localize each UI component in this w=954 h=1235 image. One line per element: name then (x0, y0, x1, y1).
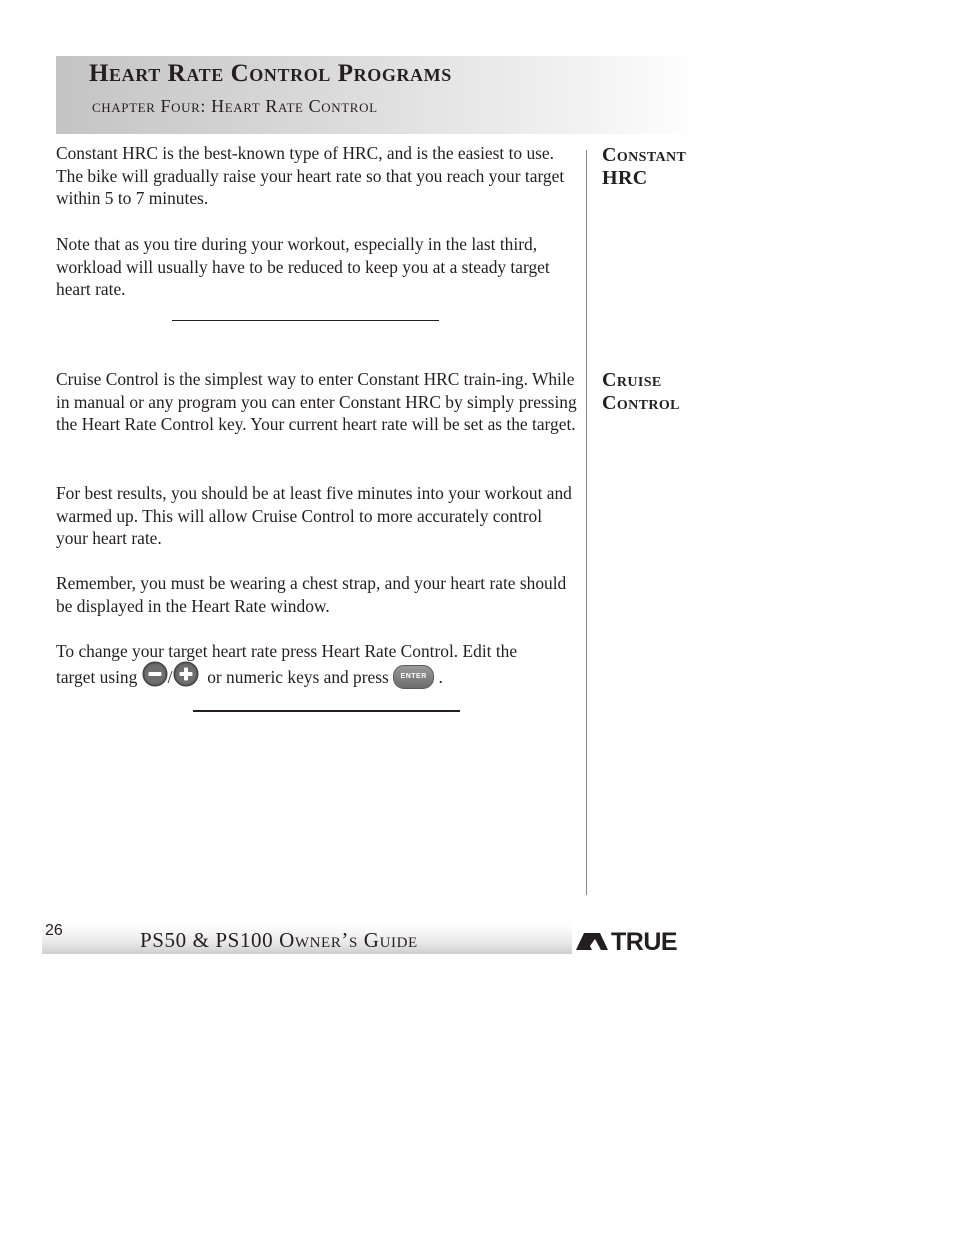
minus-button-icon (142, 661, 168, 693)
page-number: 26 (45, 922, 63, 939)
cruise-control-paragraph-2: For best results, you should be at least five minutes into your workout and warmed up. This will allow Cruise Control to more accurately control your heart rate. (56, 483, 572, 549)
true-brand-logo (574, 928, 714, 952)
page-title: Heart Rate Control Programs (89, 60, 452, 87)
cruise-control-instruction (56, 640, 578, 694)
section-separator-bottom (193, 710, 460, 712)
instruction-middle: or numeric keys and press (207, 666, 389, 687)
cruise-control-heading (602, 369, 732, 415)
cruise-control-heading-line1: Cruise (602, 369, 662, 391)
constant-hrc-heading-line2: HRC (602, 167, 648, 189)
cruise-control-heading-line2: Control (602, 392, 680, 414)
chapter-header (56, 56, 701, 134)
guide-title: PS50 & PS100 Owner’s Guide (140, 928, 418, 952)
instruction-slash: / (167, 666, 173, 687)
instruction-line-1: To change your target heart rate press Heart Rate Control. Edit the (56, 641, 518, 661)
constant-hrc-heading (602, 144, 732, 190)
instruction-prefix: target using (56, 666, 138, 687)
enter-button-icon: ENTER (393, 665, 434, 689)
constant-hrc-paragraph-1: Constant HRC is the best-known type of HRC, and is the easiest to use. The bike will gradually raise your heart rate so that you reach your target within 5 to 7 minutes. (56, 143, 565, 209)
constant-hrc-paragraph-2: Note that as you tire during your workout, especially in the last third, workload will usually have to be reduced to keep you at a steady target heart rate. (56, 234, 550, 300)
column-divider (586, 150, 587, 895)
instruction-suffix: . (438, 666, 443, 687)
instruction-line-2 (56, 663, 578, 695)
cruise-control-paragraph-3: Remember, you must be wearing a chest strap, and your heart rate should be displayed in the Heart Rate window. (56, 573, 567, 616)
chapter-subtitle: chapter Four: Heart Rate Control (92, 96, 378, 116)
brand-wordmark: TRUE (611, 928, 678, 952)
cruise-control-paragraph-1: Cruise Control is the simplest way to enter Constant HRC train-ing. While in manual or any program you can enter Constant HRC by simply pressing the Heart Rate Control key. Your current heart rate will be set as the target. (56, 369, 577, 435)
plus-button-icon (173, 661, 199, 693)
section-separator (172, 320, 439, 321)
constant-hrc-heading-line1: Constant (602, 144, 687, 166)
